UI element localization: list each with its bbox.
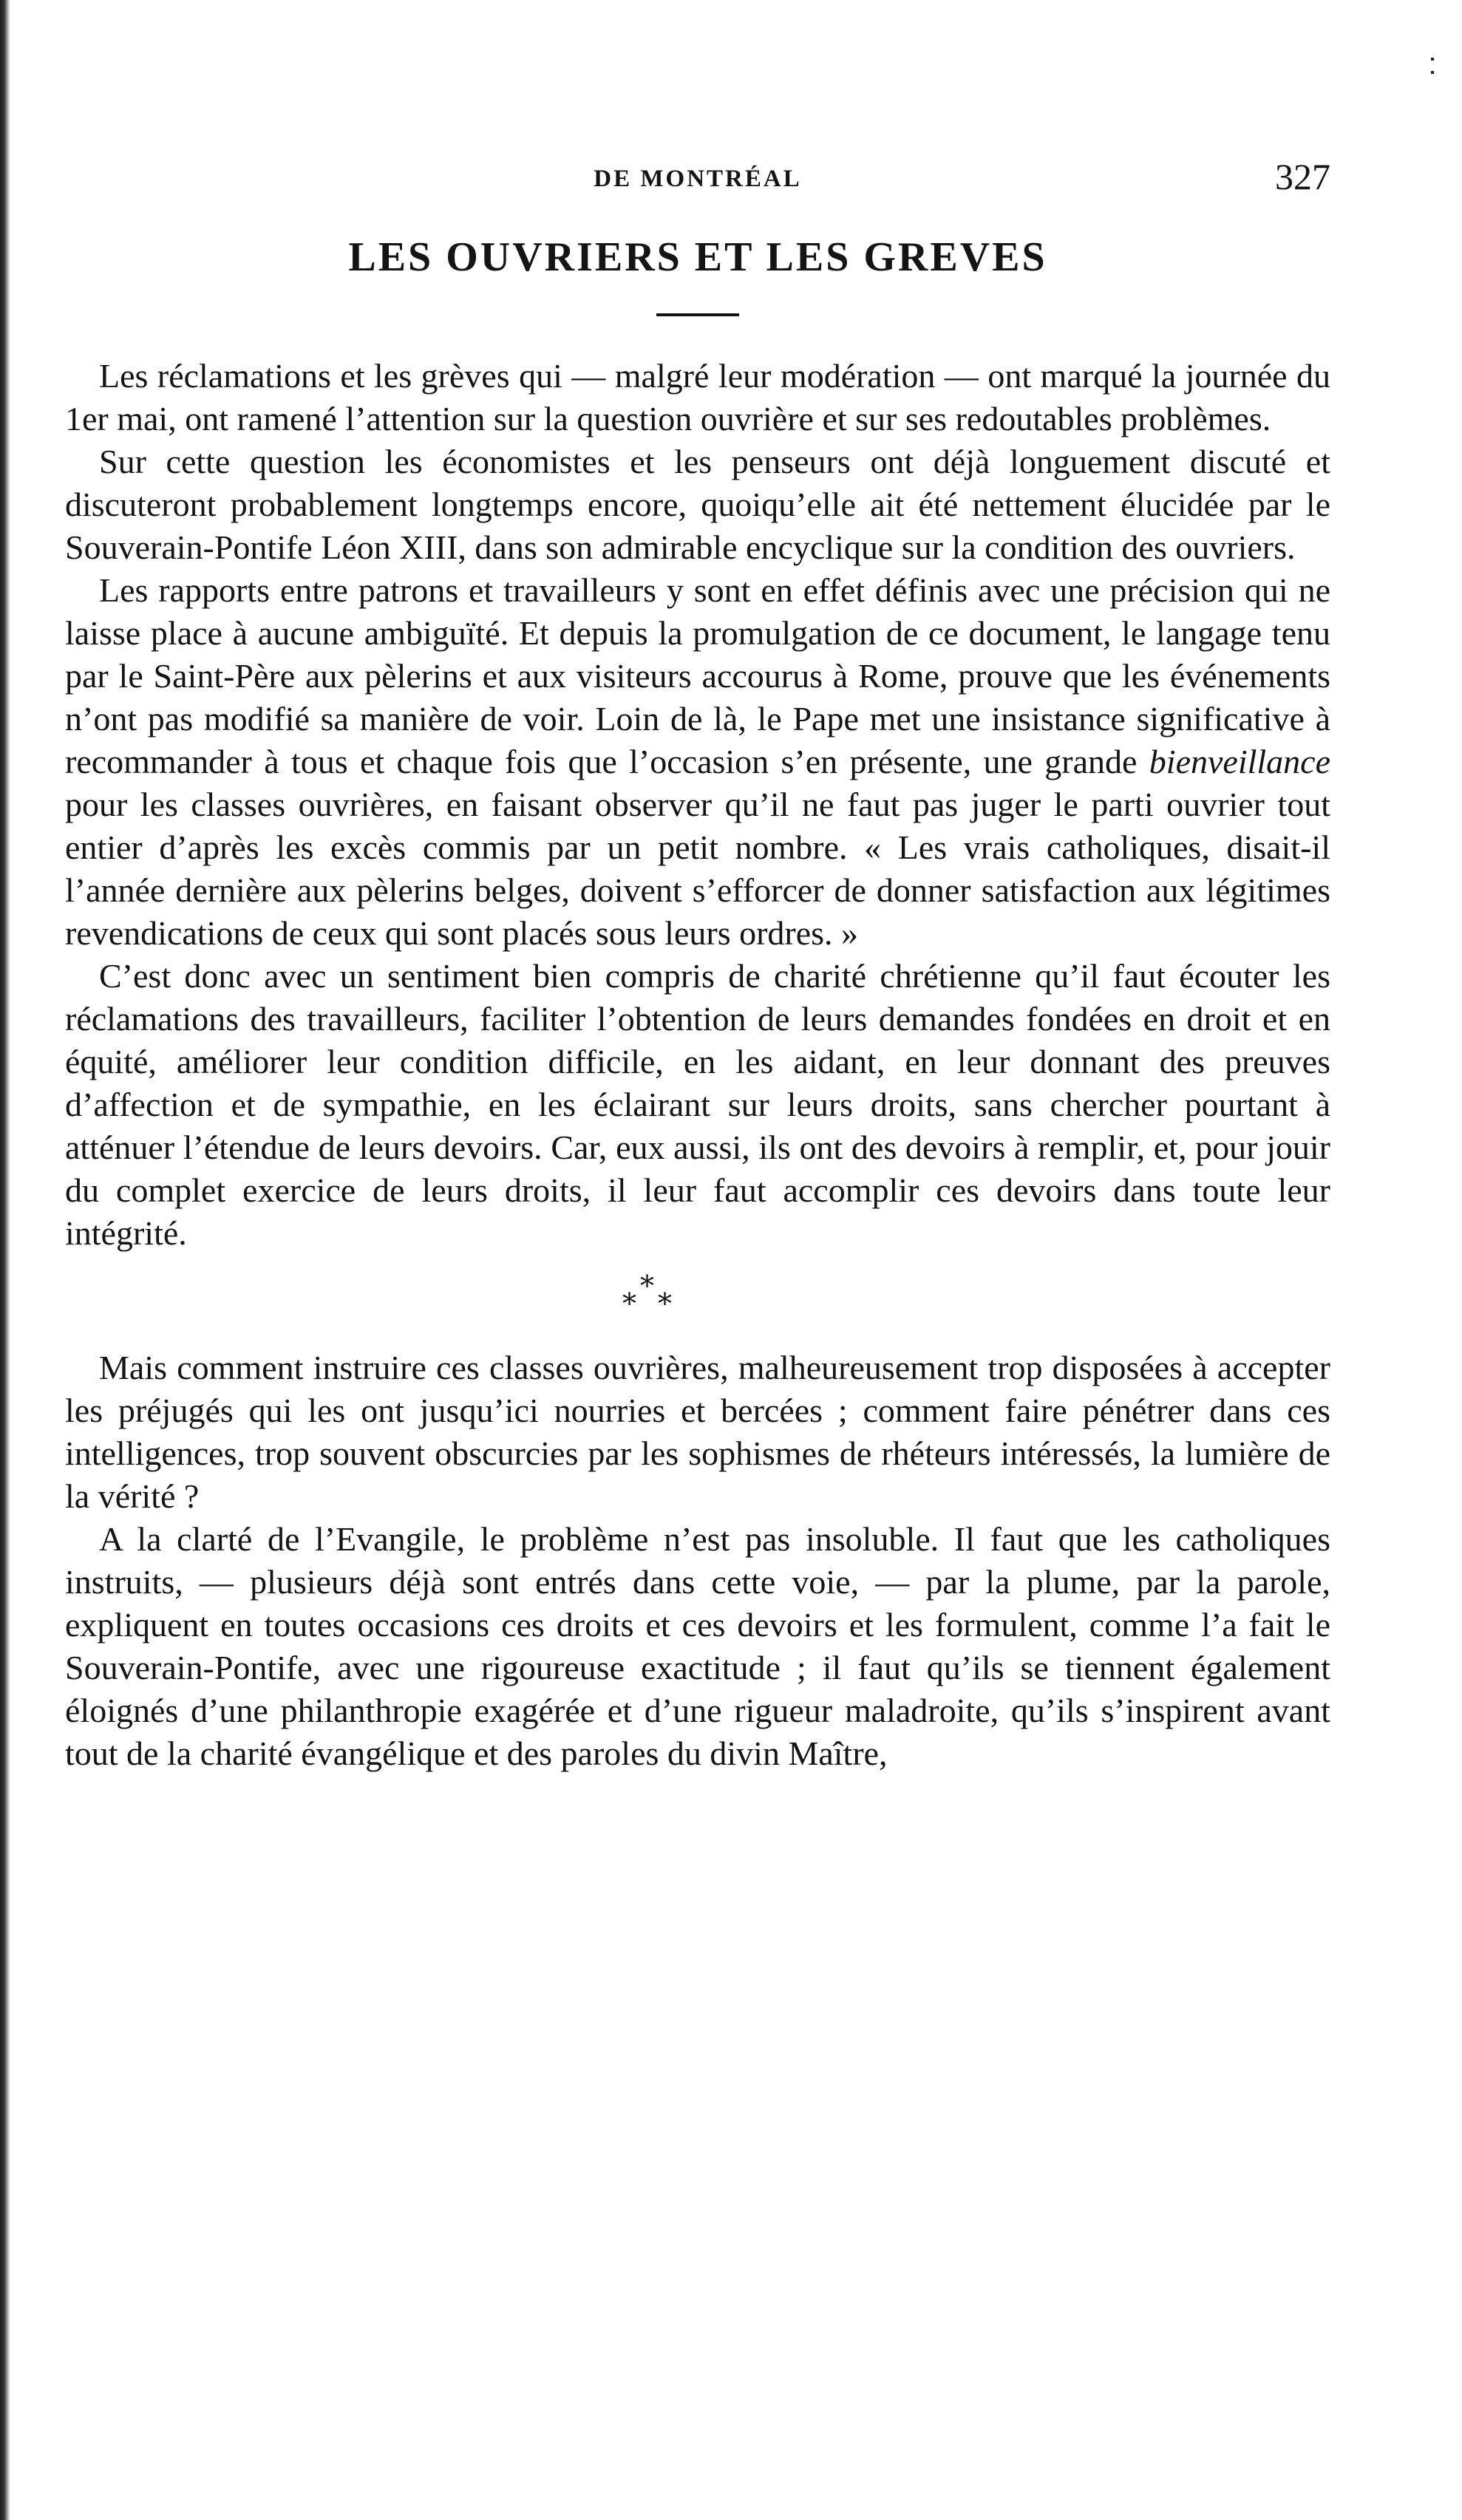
article-body <box>65 355 1330 1775</box>
asterism-star-left: * <box>622 1287 636 1320</box>
margin-mark <box>1431 58 1434 78</box>
paragraph-1: Les réclamations et les grèves qui — malgré leur modération — ont marqué la journée du 1er mai, ont ramené l’attention sur la question ouvrière et sur ses redoutables problèmes. <box>65 357 1330 437</box>
paragraph-3 <box>65 569 1330 955</box>
page-number: 327 <box>1275 156 1330 197</box>
asterism-separator <box>65 1255 1330 1346</box>
asterism-star-right: * <box>658 1287 672 1320</box>
page-edge-shadow <box>0 0 10 2520</box>
paragraph-3-continuation: pour les classes ouvrières, en faisant observer qu’il ne faut pas juger le parti ouvrier tout entier d’après les excès commis par un petit nombre. « Les vrais catholiques, disait-il l’année dernière aux pèlerins belges, doivent s’efforcer de donner satisfaction aux légitimes revendications de ceux qui sont placés sous leurs ordres. » <box>65 786 1330 952</box>
article-title: LES OUVRIERS ET LES GREVES <box>348 234 1047 280</box>
running-title: DE MONTRÉAL <box>594 166 802 192</box>
paragraph-5: Mais comment instruire ces classes ouvrières, malheureusement trop disposées à accepter les préjugés qui les ont jusqu’ici nourries et bercées ; comment faire pénétrer dans ces intelligences, trop souvent obscurcies par les sophismes de rhéteurs intéressés, la lumière de la vérité ? <box>65 1349 1330 1515</box>
paragraph-3-text: Les rapports entre patrons et travailleurs y sont en effet définis avec une précision qui ne laisse place à aucune ambiguïté. Et depuis la promulgation de ce document, le langage tenu par le Saint-Père aux pèlerins et aux visiteurs accourus à Rome, prouve que les événements n’ont pas modifié sa manière de voir. Loin de là, le Pape met une insistance significative à recommander à tous et chaque fois que l’occasion s’en présente, une grande <box>65 571 1330 780</box>
emphasis-bienveillance: bienveillance <box>1149 743 1331 780</box>
asterism-star-top: * <box>640 1270 654 1302</box>
book-page <box>65 148 1330 1775</box>
paragraph-2: Sur cette question les économistes et les penseurs ont déjà longuement discuté et discuteront probablement longtemps encore, quoiqu’elle ait été nettement élucidée par le Souverain-Pontife Léon XIII, dans son admirable encyclique sur la condition des ouvriers. <box>65 443 1330 566</box>
running-head <box>65 148 1330 200</box>
paragraph-4: C’est donc avec un sentiment bien compris de charité chrétienne qu’il faut écouter les réclamations des travailleurs, faciliter l’obtention de leurs demandes fondées en droit et en équité, améliorer leur condition difficile, en les aidant, en leur donnant des preuves d’affection et de sympathie, en les éclairant sur leurs droits, sans chercher pourtant à atténuer l’étendue de leurs devoirs. Car, eux aussi, ils ont des devoirs à remplir, et, pour jouir du complet exercice de leurs droits, il leur faut accomplir ces devoirs dans toute leur intégrité. <box>65 957 1330 1252</box>
paragraph-6: A la clarté de l’Evangile, le problème n’est pas insoluble. Il faut que les catholiques instruits, — plusieurs déjà sont entrés dans cette voie, — par la plume, par la parole, expliquent en toutes occasions ces droits et ces devoirs et les formulent, comme l’a fait le Souverain-Pontife, avec une rigoureuse exactitude ; il faut qu’ils se tiennent également éloignés d’une philanthropie exagérée et d’une rigueur maladroite, qu’ils s’inspirent avant tout de la charité évangélique et des paroles du divin Maître, <box>65 1520 1330 1772</box>
title-rule <box>656 313 739 316</box>
